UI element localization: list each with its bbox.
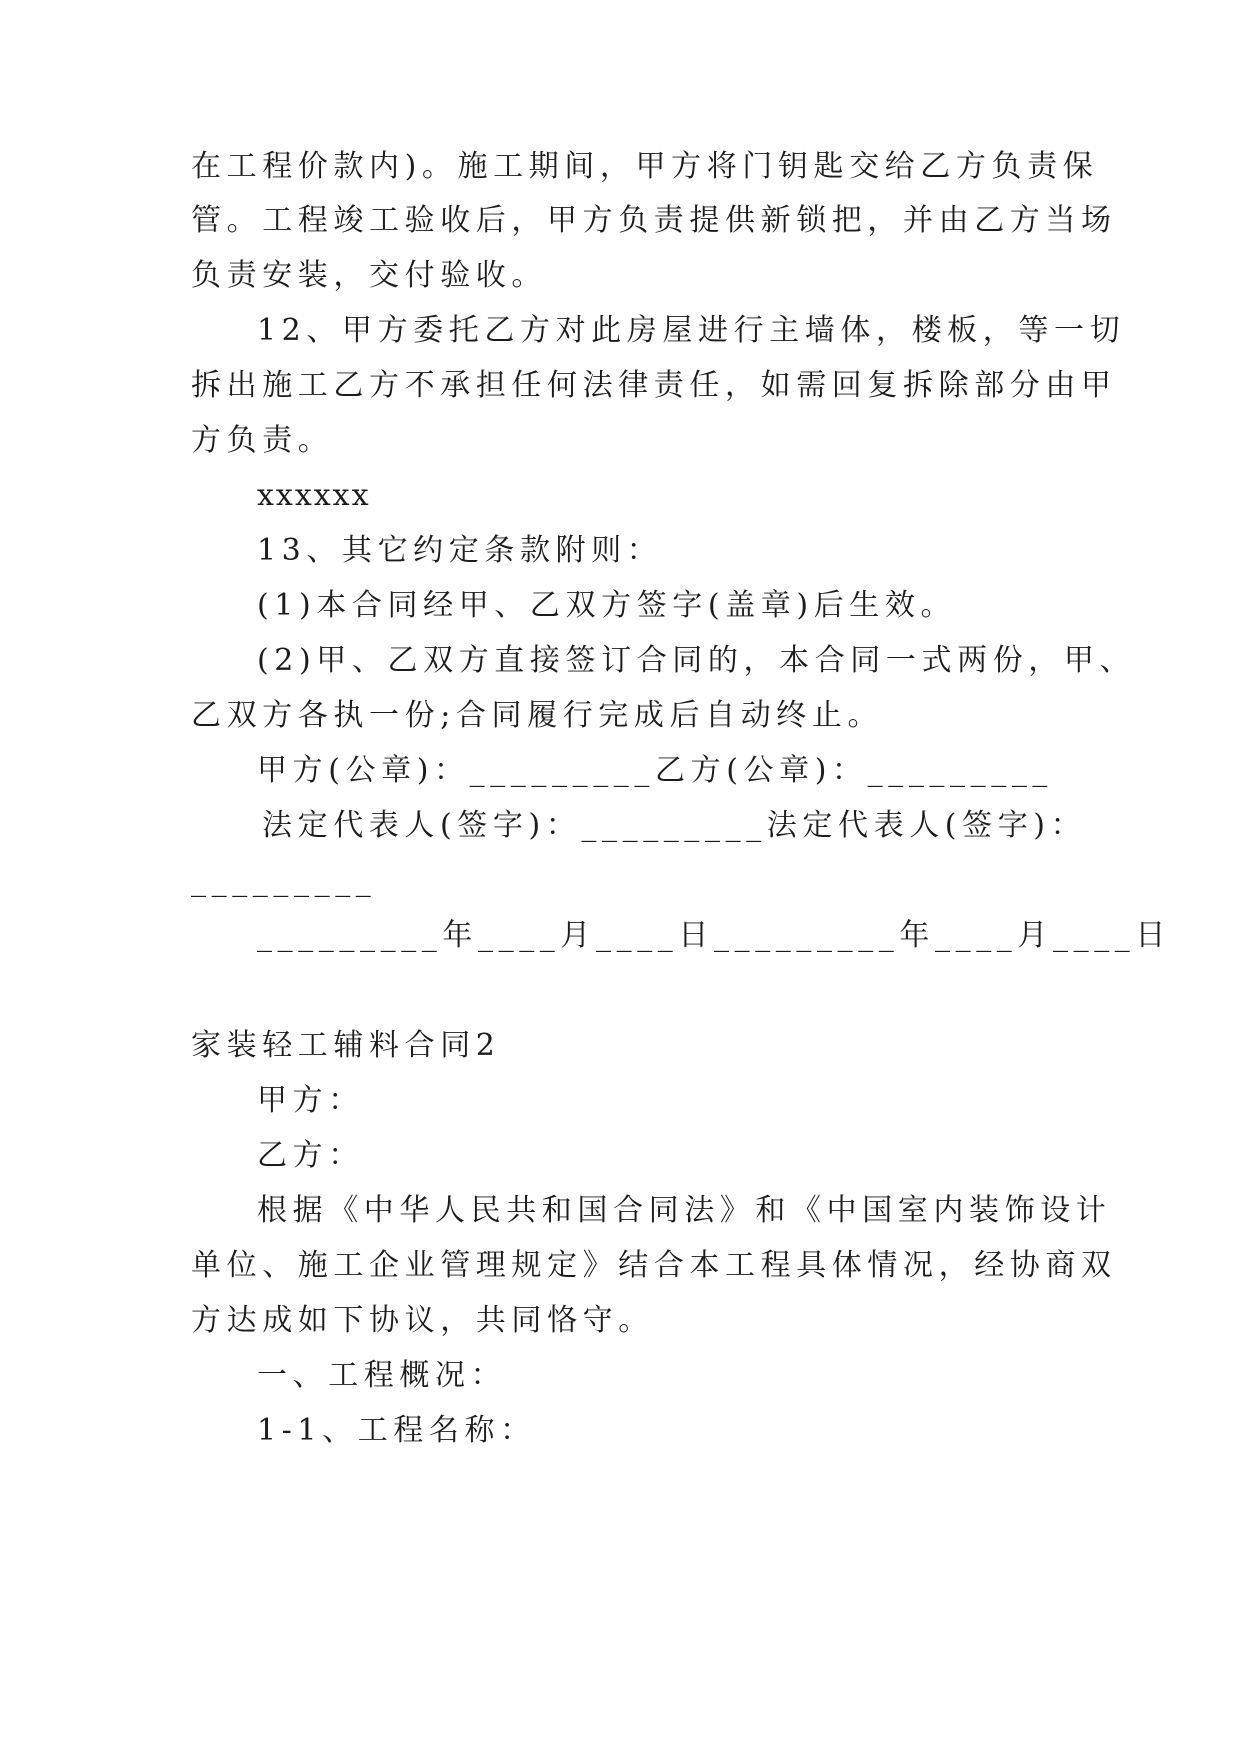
- clause-12-line: 拆出施工乙方不承担任何法律责任，如需回复拆除部分由甲: [191, 368, 1117, 403]
- clause-12-line: 方负责。: [191, 423, 334, 458]
- clause-13-item-1: (1)本合同经甲、乙双方签字(盖章)后生效。: [257, 588, 957, 623]
- clause-13-item-2: (2)甲、乙双方直接签订合同的，本合同一式两份，甲、: [257, 643, 1136, 678]
- paragraph-line: 管。工程竣工验收后，甲方负责提供新锁把，并由乙方当场: [191, 203, 1117, 238]
- party-b-label: 乙方：: [257, 1138, 364, 1173]
- placeholder-text: xxxxxx: [257, 478, 371, 513]
- representative-blank: _________: [191, 863, 377, 898]
- intro-paragraph-line: 根据《中华人民共和国合同法》和《中国室内装饰设计: [257, 1193, 1112, 1228]
- intro-paragraph-line: 方达成如下协议，共同恪守。: [191, 1303, 654, 1338]
- contract-2-title: 家装轻工辅料合同2: [191, 1028, 501, 1063]
- clause-13-item-2: 乙双方各执一份;合同履行完成后自动终止。: [191, 698, 884, 733]
- section-1-heading: 一、工程概况：: [257, 1358, 507, 1393]
- intro-paragraph-line: 单位、施工企业管理规定》结合本工程具体情况，经协商双: [191, 1248, 1117, 1283]
- seal-signature-line: 甲方(公章)：_________乙方(公章)：_________: [257, 753, 1054, 788]
- party-a-label: 甲方：: [257, 1083, 364, 1118]
- paragraph-line: 在工程价款内)。施工期间，甲方将门钥匙交给乙方负责保: [191, 149, 1099, 184]
- clause-12-line: 12、甲方委托乙方对此房屋进行主墙体，楼板，等一切: [257, 313, 1126, 348]
- clause-13-heading: 13、其它约定条款附则：: [257, 533, 663, 568]
- paragraph-line: 负责安装，交付验收。: [191, 258, 547, 293]
- date-line: _________年____月____日_________年____月____日: [257, 918, 1171, 953]
- item-1-1: 1-1、工程名称：: [257, 1413, 536, 1448]
- representative-signature-line: 法定代表人(签字)：_________法定代表人(签字)：: [262, 808, 1087, 843]
